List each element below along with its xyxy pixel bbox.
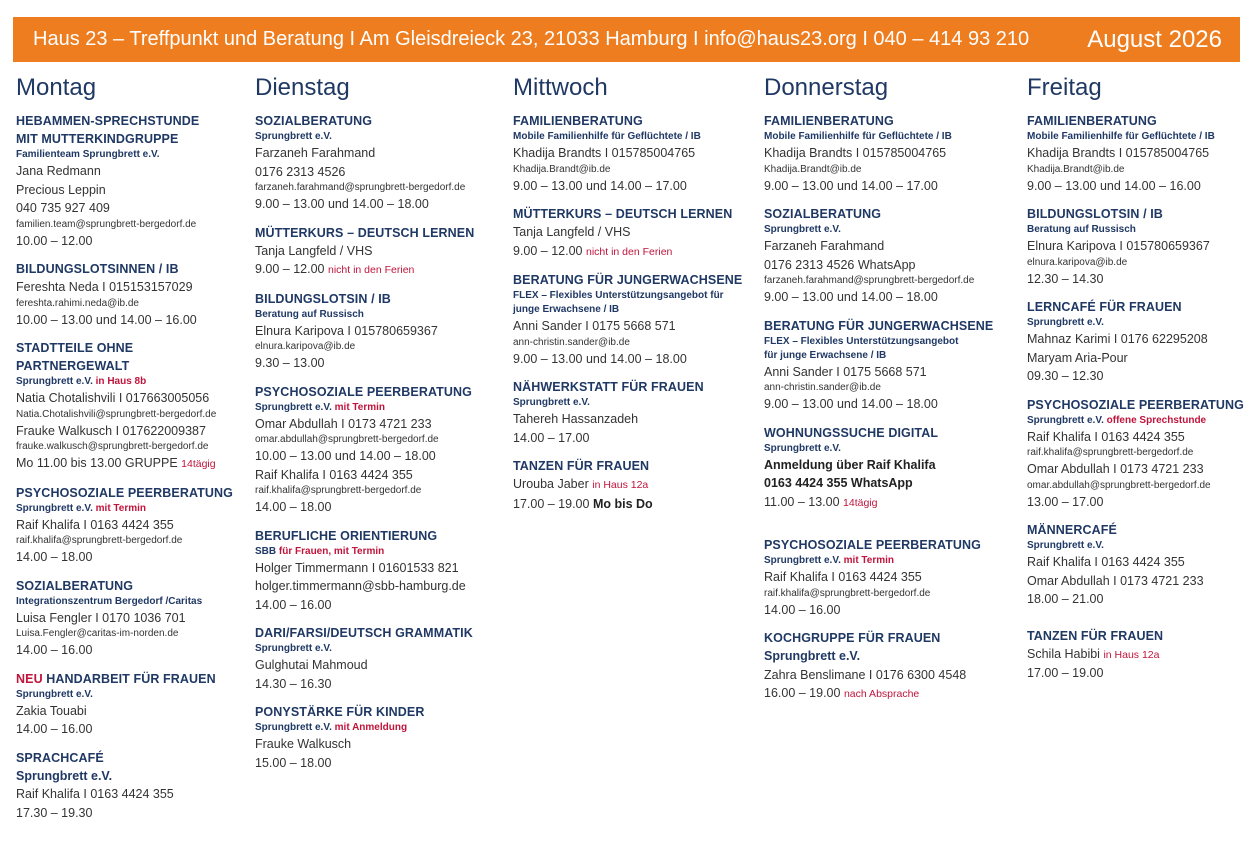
contact-line: Tanja Langfeld / VHS (513, 225, 631, 239)
schedule-entry (1027, 396, 1247, 512)
entry-title: MÜTTERKURS – DEUTSCH LERNEN (513, 207, 733, 221)
day-heading: Dienstag (255, 74, 350, 101)
contact-email: omar.abdullah@sprungbrett-bergedorf.de (1027, 479, 1211, 491)
contact-line: Raif Khalifa I 0163 4424 355 (764, 570, 922, 584)
contact-line: Omar Abdullah I 0173 4721 233 (1027, 573, 1204, 588)
contact-line: Raif Khalifa I 0163 4424 355 (255, 467, 413, 482)
contact-line: Tahereh Hassanzadeh (513, 412, 639, 426)
entry-provider: Sprungbrett e.V. (16, 768, 113, 783)
provider-note: mit Termin (334, 401, 386, 413)
entry-provider: Integrationszentrum Bergedorf /Caritas (16, 595, 203, 607)
entry-title: NÄHWERKSTATT FÜR FRAUEN (513, 380, 704, 394)
entry-provider: Mobile Familienhilfe für Geflüchtete / IB (513, 131, 701, 142)
time-slot: 09.30 – 12.30 (1027, 369, 1104, 383)
contact-line: Frauke Walkusch (255, 737, 352, 751)
contact-email: Luisa.Fengler@caritas-im-norden.de (16, 628, 179, 639)
schedule-entry (1027, 298, 1247, 386)
time-slot: 9.00 – 13.00 und 14.00 – 16.00 (1027, 178, 1201, 193)
contact-email: raif.khalifa@sprungbrett-bergedorf.de (1027, 447, 1194, 458)
contact-line: Tanja Langfeld / VHS (255, 243, 373, 258)
schedule-entry (764, 629, 1019, 704)
schedule-entry (16, 484, 242, 567)
schedule-entry (764, 112, 1019, 195)
contact-line: Khadija Brandts I 015785004765 (1027, 146, 1210, 160)
entry-title: BILDUNGSLOTSINNEN / IB (16, 262, 179, 276)
entry-title: BILDUNGSLOTSIN / IB (1027, 207, 1163, 221)
contact-line: Raif Khalifa I 0163 4424 355 (16, 517, 174, 532)
entry-title: SPRACHCAFÉ (16, 750, 104, 765)
time-slot: 14.00 – 18.00 (255, 500, 332, 514)
entry-provider: Sprungbrett e.V. offene Sprechstunde (1027, 414, 1207, 426)
time-slot: 10.00 – 13.00 und 14.00 – 16.00 (16, 312, 197, 327)
time-slot: 9.00 – 12.00 nicht in den Ferien (255, 262, 415, 276)
entry-provider: Sprungbrett e.V. (1027, 540, 1104, 551)
time-note: 14tägig (843, 496, 878, 509)
entry-title: BILDUNGSLOTSIN / IB (255, 291, 391, 306)
schedule-entry (16, 112, 242, 250)
provider-note: mit Termin (843, 555, 895, 566)
time-slot: 9.00 – 13.00 und 14.00 – 17.00 (764, 178, 938, 193)
entry-provider-line2: junge Erwachsene / IB (513, 304, 620, 315)
day-column-dienstag (255, 62, 500, 782)
contact-email: elnura.karipova@ib.de (255, 341, 356, 352)
contact-line: Farzaneh Farahmand (764, 239, 885, 253)
entry-title: NEU HANDARBEIT FÜR FRAUEN (16, 671, 216, 686)
entry-title: FAMILIENBERATUNG (1027, 114, 1157, 128)
schedule-entry (513, 112, 758, 195)
contact-email: Khadija.Brandt@ib.de (513, 163, 611, 175)
entry-title: MÄNNERCAFÉ (1027, 523, 1117, 537)
day-column-montag (16, 62, 242, 832)
contact-line: Frauke Walkusch I 017622009387 (16, 423, 206, 438)
time-slot: 16.00 – 19.00 nach Absprache (764, 686, 920, 700)
provider-note: offene Sprechstunde (1106, 414, 1207, 426)
entry-provider-line2: für junge Erwachsene / IB (764, 349, 887, 361)
location-note: in Haus 12a (1103, 648, 1160, 661)
day-heading: Montag (16, 74, 97, 101)
contact-line: Omar Abdullah I 0173 4721 233 (255, 416, 432, 431)
time-note: nicht in den Ferien (586, 245, 673, 258)
day-column-donnerstag (764, 62, 1019, 714)
time-slot: 18.00 – 21.00 (1027, 592, 1104, 606)
entry-provider: Sprungbrett e.V. (764, 224, 841, 235)
schedule-entry (255, 624, 500, 693)
time-note: nicht in den Ferien (328, 264, 415, 276)
contact-line: holger.timmermann@sbb-hamburg.de (255, 579, 466, 593)
time-slot: 14.30 – 16.30 (255, 676, 332, 691)
contact-line: Maryam Aria-Pour (1027, 350, 1128, 365)
provider-note: für Frauen, mit Termin (278, 545, 385, 557)
time-note: nach Absprache (843, 688, 920, 700)
time-note: 14tägig (181, 458, 216, 470)
entry-title-line2: MIT MUTTERKINDGRUPPE (16, 132, 179, 146)
entry-title: TANZEN FÜR FRAUEN (513, 459, 650, 473)
contact-line: Holger Timmermann I 01601533 821 (255, 560, 459, 575)
entry-provider: Sprungbrett e.V. mit Anmeldung (255, 722, 408, 733)
entry-provider: Sprungbrett e.V. (764, 649, 861, 663)
entry-provider: Sprungbrett e.V. (764, 442, 841, 454)
time-slot: 14.00 – 16.00 (16, 722, 93, 736)
schedule-entry (255, 224, 500, 280)
schedule-entry (16, 670, 242, 739)
new-badge: NEU (16, 671, 43, 686)
schedule-entry (16, 260, 242, 329)
entry-provider: Sprungbrett e.V. (255, 643, 332, 654)
entry-provider: SBB für Frauen, mit Termin (255, 545, 385, 557)
contact-email: farzaneh.farahmand@sprungbrett-bergedorf.de (764, 275, 975, 286)
schedule-entry (1027, 112, 1247, 195)
time-slot: 13.00 – 17.00 (1027, 494, 1104, 509)
contact-line: Fereshta Neda I 015153157029 (16, 280, 193, 294)
time-slot: 14.00 – 17.00 (513, 430, 590, 445)
contact-email: Khadija.Brandt@ib.de (764, 163, 862, 175)
time-slot: 9.30 – 13.00 (255, 356, 325, 370)
location-note: in Haus 12a (592, 479, 649, 491)
contact-line-bold: Anmeldung über Raif Khalifa (764, 457, 936, 472)
time-slot: 9.00 – 12.00 nicht in den Ferien (513, 243, 673, 258)
entry-title: BERATUNG FÜR JUNGERWACHSENE (513, 273, 743, 287)
contact-line: Urouba Jaber in Haus 12a (513, 477, 649, 491)
contact-line: 040 735 927 409 (16, 201, 110, 215)
contact-line: Elnura Karipova I 015780659367 (1027, 239, 1210, 253)
contact-email: raif.khalifa@sprungbrett-bergedorf.de (255, 485, 422, 496)
contact-line: 0176 2313 4526 WhatsApp (764, 257, 916, 272)
contact-line: Raif Khalifa I 0163 4424 355 (16, 787, 174, 801)
schedule-entry (1027, 521, 1247, 609)
entry-provider: Mobile Familienhilfe für Geflüchtete / IB (764, 131, 952, 142)
schedule-entry (513, 378, 758, 447)
time-slot: 11.00 – 13.00 14tägig (764, 494, 878, 509)
entry-title: BERUFLICHE ORIENTIERUNG (255, 528, 438, 543)
header-month: August 2026 (1087, 25, 1222, 53)
entry-provider: Sprungbrett e.V. in Haus 8b (16, 376, 147, 387)
time-slot: 10.00 – 12.00 (16, 233, 93, 248)
contact-email: ann-christin.sander@ib.de (764, 382, 881, 393)
entry-title: PSYCHOSOZIALE PEERBERATUNG (764, 538, 981, 552)
entry-title: FAMILIENBERATUNG (764, 114, 894, 128)
contact-line-bold: 0163 4424 355 WhatsApp (764, 476, 913, 490)
schedule-entry (1027, 205, 1247, 288)
entry-title: TANZEN FÜR FRAUEN (1027, 628, 1164, 643)
time-slot: 9.00 – 13.00 und 14.00 – 18.00 (513, 351, 687, 366)
entry-title: BERATUNG FÜR JUNGERWACHSENE (764, 318, 994, 333)
time-slot: 14.00 – 16.00 (16, 643, 93, 657)
contact-email: frauke.walkusch@sprungbrett-bergedorf.de (16, 441, 209, 452)
contact-line: Mahnaz Karimi I 0176 62295208 (1027, 332, 1208, 346)
entry-provider: FLEX – Flexibles Unterstützungsangebot für (513, 290, 724, 301)
contact-line: Zakia Touabi (16, 703, 87, 718)
entry-title: PONYSTÄRKE FÜR KINDER (255, 705, 425, 719)
contact-email: fereshta.rahimi.neda@ib.de (16, 297, 139, 309)
provider-note: mit Termin (95, 502, 147, 514)
day-column-mittwoch (513, 62, 758, 523)
contact-line: Elnura Karipova I 015780659367 (255, 323, 438, 338)
contact-line: Khadija Brandts I 015785004765 (764, 146, 947, 160)
contact-line: Raif Khalifa I 0163 4424 355 (1027, 429, 1185, 444)
contact-email: omar.abdullah@sprungbrett-bergedorf.de (255, 434, 439, 445)
entry-provider: Beratung auf Russisch (255, 308, 364, 320)
contact-line: Anni Sander I 0175 5668 571 (513, 319, 676, 333)
entry-provider: Sprungbrett e.V. mit Termin (16, 502, 147, 514)
schedule-entry (513, 205, 758, 261)
entry-provider: Sprungbrett e.V. (255, 131, 332, 142)
schedule-entry (764, 205, 1019, 307)
entry-title: SOZIALBERATUNG (16, 578, 134, 593)
day-column-freitag (1027, 62, 1247, 693)
schedule-entry (764, 317, 1019, 414)
schedule-entry (16, 749, 242, 823)
entry-provider: Sprungbrett e.V. (513, 397, 590, 408)
schedule-entry (1027, 627, 1247, 683)
time-slot: 14.00 – 16.00 (764, 602, 841, 617)
entry-title: HEBAMMEN-SPRECHSTUNDE (16, 114, 200, 128)
entry-provider: Beratung auf Russisch (1027, 224, 1136, 235)
time-slot: Mo 11.00 bis 13.00 GRUPPE 14tägig (16, 456, 216, 470)
provider-note: in Haus 8b (95, 376, 147, 387)
time-slot: 9.00 – 13.00 und 14.00 – 18.00 (255, 197, 429, 211)
day-range: Mo bis Do (592, 496, 653, 511)
day-heading: Mittwoch (513, 74, 608, 101)
schedule-entry (513, 271, 758, 368)
contact-line: Anni Sander I 0175 5668 571 (764, 364, 927, 379)
entry-provider: FLEX – Flexibles Unterstützungsangebot (764, 335, 959, 347)
contact-email: Natia.Chotalishvili@sprungbrett-bergedorf.de (16, 408, 217, 420)
schedule-entry (764, 424, 1019, 513)
entry-title: PSYCHOSOZIALE PEERBERATUNG (255, 384, 472, 399)
entry-title: SOZIALBERATUNG (764, 207, 882, 221)
entry-provider: Familienteam Sprungbrett e.V. (16, 149, 160, 160)
contact-email: elnura.karipova@ib.de (1027, 256, 1128, 268)
contact-line: Precious Leppin (16, 182, 106, 197)
contact-email: raif.khalifa@sprungbrett-bergedorf.de (764, 587, 931, 599)
entry-title: MÜTTERKURS – DEUTSCH LERNEN (255, 225, 475, 240)
contact-line: Schila Habibi in Haus 12a (1027, 646, 1160, 661)
schedule-entry (764, 536, 1019, 619)
contact-email: Khadija.Brandt@ib.de (1027, 163, 1125, 175)
schedule-entry (255, 527, 500, 615)
schedule-entry (16, 577, 242, 660)
contact-line: Luisa Fengler I 0170 1036 701 (16, 610, 186, 625)
contact-line: Jana Redmann (16, 164, 101, 178)
entry-title: STADTTEILE OHNE PARTNERGEWALT (16, 341, 134, 373)
provider-note: mit Anmeldung (334, 722, 408, 733)
time-slot: 14.00 – 16.00 (255, 597, 332, 612)
header-bar (13, 17, 1240, 62)
day-heading: Freitag (1027, 74, 1102, 101)
schedule-entry (255, 112, 500, 214)
time-slot: 12.30 – 14.30 (1027, 271, 1104, 286)
time-slot: 9.00 – 13.00 und 14.00 – 18.00 (764, 290, 938, 304)
contact-email: ann-christin.sander@ib.de (513, 336, 630, 348)
contact-email: farzaneh.farahmand@sprungbrett-bergedorf.de (255, 182, 466, 193)
time-slot: 17.30 – 19.30 (16, 805, 93, 820)
time-slot: 15.00 – 18.00 (255, 755, 332, 770)
schedule-entry (255, 290, 500, 373)
schedule-entry (255, 383, 500, 517)
time-slot: 9.00 – 13.00 und 14.00 – 17.00 (513, 178, 687, 193)
contact-email: raif.khalifa@sprungbrett-bergedorf.de (16, 535, 183, 546)
day-heading: Donnerstag (764, 74, 889, 101)
entry-title: SOZIALBERATUNG (255, 114, 373, 128)
time-slot: 10.00 – 13.00 und 14.00 – 18.00 (255, 449, 436, 463)
entry-title: WOHNUNGSSUCHE DIGITAL (764, 425, 939, 440)
entry-provider: Sprungbrett e.V. mit Termin (764, 555, 895, 566)
contact-line: Omar Abdullah I 0173 4721 233 (1027, 462, 1204, 476)
entry-title: DARI/FARSI/DEUTSCH GRAMMATIK (255, 626, 473, 640)
contact-line: Farzaneh Farahmand (255, 146, 376, 160)
entry-title: PSYCHOSOZIALE PEERBERATUNG (1027, 397, 1244, 412)
contact-line: Khadija Brandts I 015785004765 (513, 146, 696, 160)
contact-line: Natia Chotalishvili I 017663005056 (16, 391, 210, 405)
time-slot: 17.00 – 19.00 Mo bis Do (513, 496, 653, 511)
entry-title: PSYCHOSOZIALE PEERBERATUNG (16, 485, 233, 500)
schedule-entry (513, 457, 758, 513)
entry-provider: Mobile Familienhilfe für Geflüchtete / IB (1027, 131, 1215, 142)
contact-line: 0176 2313 4526 (255, 164, 346, 179)
schedule-entry (16, 339, 242, 474)
contact-email: familien.team@sprungbrett-bergedorf.de (16, 218, 197, 230)
entry-provider: Sprungbrett e.V. (1027, 317, 1104, 328)
entry-provider: Sprungbrett e.V. (16, 688, 93, 700)
entry-title: KOCHGRUPPE FÜR FRAUEN (764, 631, 941, 645)
header-title: Haus 23 – Treffpunkt und Beratung I Am Gleisdreieck 23, 21033 Hamburg I info@haus23.org I 040 – 414 93 210 (33, 28, 1030, 50)
contact-line: Gulghutai Mahmoud (255, 658, 368, 672)
schedule-entry (255, 703, 500, 772)
entry-title: LERNCAFÉ FÜR FRAUEN (1027, 300, 1182, 314)
contact-line: Zahra Benslimane I 0176 6300 4548 (764, 667, 967, 682)
entry-title: FAMILIENBERATUNG (513, 114, 643, 128)
time-slot: 17.00 – 19.00 (1027, 666, 1104, 680)
entry-provider: Sprungbrett e.V. mit Termin (255, 401, 386, 413)
time-slot: 9.00 – 13.00 und 14.00 – 18.00 (764, 397, 938, 411)
time-slot: 14.00 – 18.00 (16, 550, 93, 564)
contact-line: Raif Khalifa I 0163 4424 355 (1027, 555, 1185, 569)
